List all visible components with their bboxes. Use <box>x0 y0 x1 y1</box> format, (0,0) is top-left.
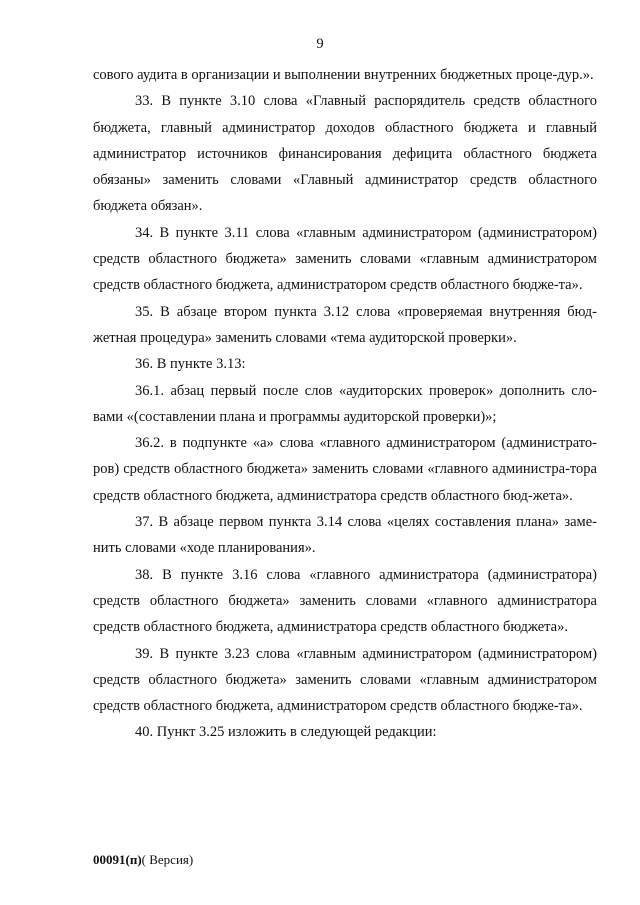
document-footer <box>93 852 193 868</box>
paragraph-item-36-2: 36.2. в подпункте «а» слова «главного администратором (администрато-ров) средств областного бюджета» заменить словами «главного администра-тора средств областного бюджета, администратора средств областного бюд-жета». <box>93 435 597 504</box>
paragraph-item-37: 37. В абзаце первом пункта 3.14 слова «целях составления плана» заме-нить словами «ходе планирования». <box>93 514 597 557</box>
paragraph-item-36-1: 36.1. абзац первый после слов «аудиторских проверок» дополнить сло-вами «(составлении плана и программы аудиторской проверки)»; <box>93 382 597 425</box>
paragraph-item-35: 35. В абзаце втором пункта 3.12 слова «проверяемая внутренняя бюд-жетная процедура» заменить словами «тема аудиторской проверки». <box>93 303 597 346</box>
paragraph-item-38: 38. В пункте 3.16 слова «главного администратора (администратора) средств областного бюджета» заменить словами «главного администратора средств областного бюджета, администратора средств областного бюджета». <box>93 566 597 636</box>
document-body <box>93 62 597 746</box>
paragraph-item-40: 40. Пункт 3.25 изложить в следующей редакции: <box>135 724 437 741</box>
paragraph-item-34: 34. В пункте 3.11 слова «главным администратором (администратором) средств областного бюджета» заменить словами «главным администратором средств областного бюджета, администратором средств областного бюдже-та». <box>93 224 597 294</box>
paragraph-item-33: 33. В пункте 3.10 слова «Главный распорядитель средств областного бюджета, главный администратор доходов областного бюджета и главный администратор источников финансирования дефицита областного бюджета обязаны» заменить словами «Главный администратор средств областного бюджета обязан». <box>93 93 597 215</box>
footer-document-code: 00091(п) <box>93 852 142 867</box>
paragraph-item-36: 36. В пункте 3.13: <box>135 356 246 373</box>
page-number: 9 <box>316 36 324 52</box>
paragraph-continuation: сового аудита в организации и выполнении внутренних бюджетных проце-дур.». <box>93 67 594 83</box>
paragraph-item-39: 39. В пункте 3.23 слова «главным администратором (администратором) средств областного бюджета» заменить словами «главным администратором средств областного бюджета, администратором средств областного бюдже-та». <box>93 645 597 715</box>
footer-version: ( Версия) <box>141 852 194 867</box>
